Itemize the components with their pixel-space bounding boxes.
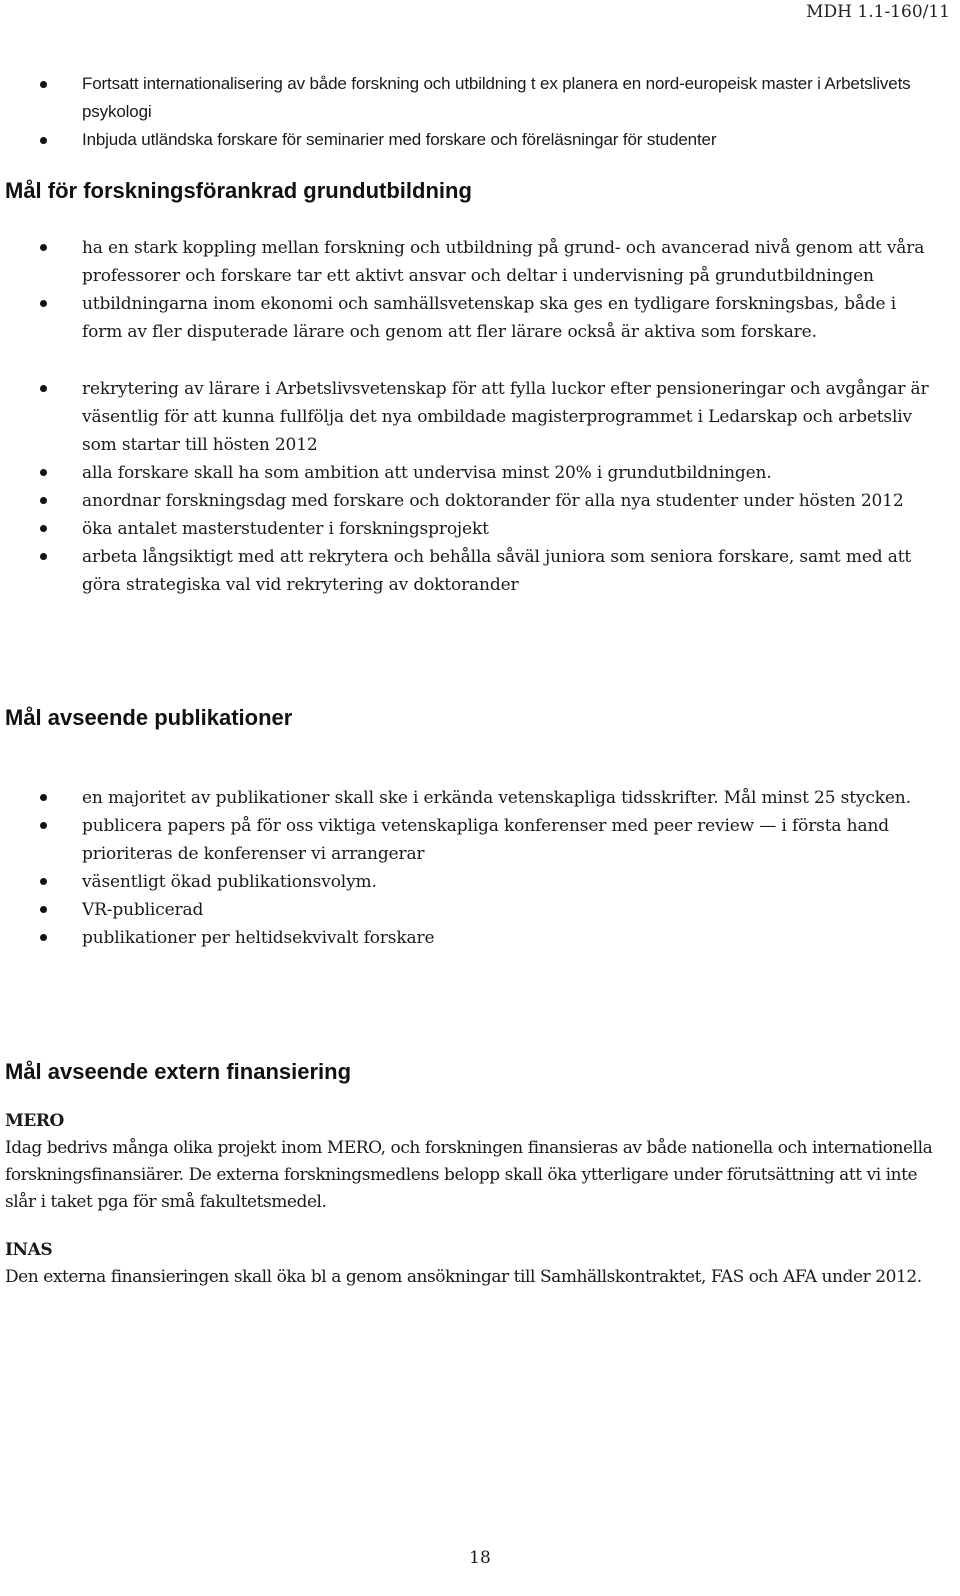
- list-item: en majoritet av publikationer skall ske i erkända vetenskapliga tidsskrifter. Mål minst 25 stycken.: [0, 784, 940, 812]
- grundutbildning-list-b-block: [0, 375, 940, 599]
- inas-title: INAS: [5, 1240, 53, 1260]
- intro-list: [0, 70, 940, 154]
- list-item: alla forskare skall ha som ambition att undervisa minst 20% i grundutbildningen.: [0, 459, 940, 487]
- page-number: 18: [469, 1548, 491, 1568]
- intro-list-block: [0, 70, 940, 154]
- section-heading-grundutbildning: Mål för forskningsförankrad grundutbildning: [5, 178, 472, 203]
- mero-text: Idag bedrivs många olika projekt inom MERO, och forskningen finansieras av både nationella och internationella forskningsfinansiärer. De externa forskningsmedlens belopp skall öka ytterligare under förutsättning att vi inte slår i taket pga för små fakultetsmedel.: [5, 1138, 933, 1212]
- list-item: rekrytering av lärare i Arbetslivsvetenskap för att fylla luckor efter pensioneringar och avgångar är väsentlig för att kunna fullfölja det nya ombildade magisterprogrammet i Ledarskap och arbetsliv som startar till hösten 2012: [0, 375, 940, 459]
- document-reference: MDH 1.1-160/11: [806, 2, 950, 22]
- list-item: öka antalet masterstudenter i forskningsprojekt: [0, 515, 940, 543]
- section-heading-finansiering: Mål avseende extern finansiering: [5, 1059, 352, 1084]
- inas-text: Den externa finansieringen skall öka bl a genom ansökningar till Samhällskontraktet, FAS och AFA under 2012.: [5, 1267, 922, 1287]
- list-item: VR-publicerad: [0, 896, 940, 924]
- list-item: utbildningarna inom ekonomi och samhällsvetenskap ska ges en tydligare forskningsbas, både i form av fler disputerade lärare och genom att fler lärare också är aktiva som forskare.: [0, 290, 940, 346]
- list-item: publikationer per heltidsekvivalt forskare: [0, 924, 940, 952]
- mero-title: MERO: [5, 1111, 64, 1131]
- grundutbildning-list-b: [0, 375, 940, 599]
- publikationer-list-block: [0, 784, 940, 952]
- grundutbildning-list-a-block: [0, 234, 940, 346]
- list-item: väsentligt ökad publikationsvolym.: [0, 868, 940, 896]
- list-item: Inbjuda utländska forskare för seminarier med forskare och föreläsningar för studenter: [0, 126, 940, 154]
- section-heading-publikationer: Mål avseende publikationer: [5, 705, 293, 730]
- list-item: anordnar forskningsdag med forskare och doktorander för alla nya studenter under hösten 2012: [0, 487, 940, 515]
- list-item: Fortsatt internationalisering av både forskning och utbildning t ex planera en nord-europeisk master i Arbetslivets psykologi: [0, 70, 940, 126]
- publikationer-list: [0, 784, 940, 952]
- mero-block: [5, 1108, 935, 1216]
- inas-block: [5, 1237, 935, 1291]
- grundutbildning-list-a: [0, 234, 940, 346]
- list-item: publicera papers på för oss viktiga vetenskapliga konferenser med peer review — i första hand prioriteras de konferenser vi arrangerar: [0, 812, 940, 868]
- list-item: ha en stark koppling mellan forskning och utbildning på grund- och avancerad nivå genom att våra professorer och forskare tar ett aktivt ansvar och deltar i undervisning på grundutbildningen: [0, 234, 940, 290]
- list-item: arbeta långsiktigt med att rekrytera och behålla såväl juniora som seniora forskare, samt med att göra strategiska val vid rekrytering av doktorander: [0, 543, 940, 599]
